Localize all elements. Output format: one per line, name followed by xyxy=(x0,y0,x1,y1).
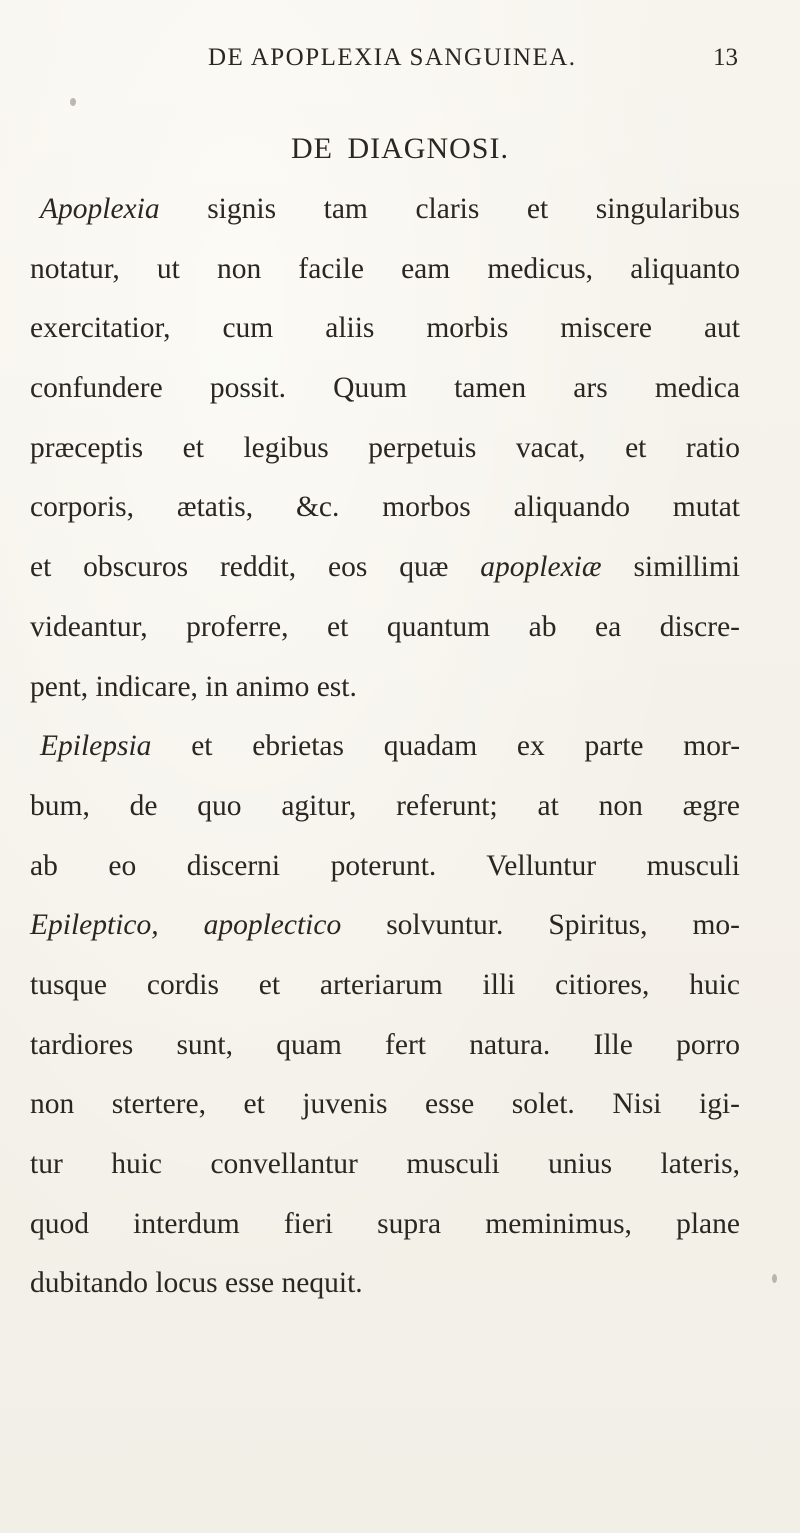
text-line: confundere possit. Quum tamen ars medica xyxy=(30,372,740,405)
text-line: tardiores sunt, quam fert natura. Ille porro xyxy=(30,1028,740,1061)
text-span: simillimi xyxy=(633,551,741,584)
text-line xyxy=(30,717,740,777)
text-line: videantur, proferre, et quantum ab ea discre- xyxy=(30,610,740,643)
text-line: bum, de quo agitur, referunt; at non ægre xyxy=(30,789,740,822)
italic-term: apoplectico xyxy=(203,909,342,942)
italic-term: apoplexiæ xyxy=(480,551,602,584)
text-line: dubitando locus esse nequit. xyxy=(30,1267,363,1300)
italic-term: Epileptico, xyxy=(30,909,159,942)
italic-term: Apoplexia xyxy=(40,193,160,225)
text-line: tusque cordis et arteriarum illi citiores, huic xyxy=(30,968,740,1001)
running-head xyxy=(0,44,800,84)
text-span: et ebrietas quadam ex parte mor- xyxy=(191,730,741,763)
ink-speck xyxy=(772,1274,777,1283)
text-span: et obscuros reddit, eos quæ xyxy=(30,551,449,584)
text-line: notatur, ut non facile eam medicus, aliquanto xyxy=(30,252,740,285)
italic-term: Epilepsia xyxy=(40,730,152,763)
section-title: DE DIAGNOSI. xyxy=(291,132,509,165)
text-line: pent, indicare, in animo est. xyxy=(30,670,357,703)
text-line xyxy=(30,538,740,598)
text-line: non stertere, et juvenis esse solet. Nisi igi- xyxy=(30,1088,740,1121)
text-line xyxy=(30,896,740,956)
page-number: 13 xyxy=(713,44,738,71)
body-text xyxy=(30,156,740,1314)
running-title: DE APOPLEXIA SANGUINEA. xyxy=(208,44,577,71)
text-line: quod interdum fieri supra meminimus, plane xyxy=(30,1207,740,1240)
ink-speck xyxy=(70,98,76,106)
text-line: ab eo discerni poterunt. Velluntur musculi xyxy=(30,849,740,882)
text-line: exercitatior, cum aliis morbis miscere aut xyxy=(30,312,740,345)
text-line: corporis, ætatis, &c. morbos aliquando mutat xyxy=(30,491,740,524)
text-line: præceptis et legibus perpetuis vacat, et ratio xyxy=(30,431,740,464)
text-line xyxy=(30,180,740,240)
text-line: tur huic convellantur musculi unius lateris, xyxy=(30,1148,740,1180)
text-span: signis tam claris et singularibus xyxy=(207,193,741,225)
text-span: solvuntur. Spiritus, mo- xyxy=(386,909,741,942)
